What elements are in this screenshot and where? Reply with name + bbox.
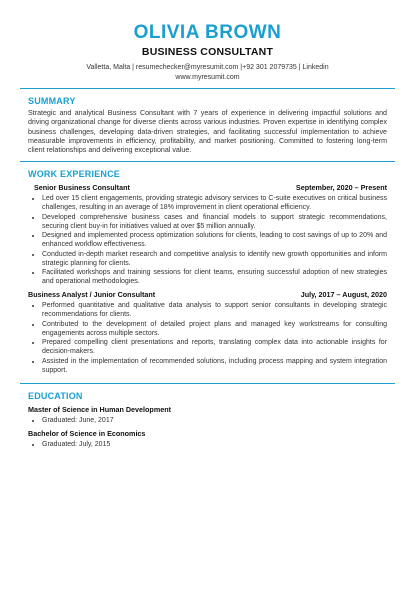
experience-heading: WORK EXPERIENCE [28, 169, 121, 180]
job-bullet: • Performed quantitative and qualitative data analysis to support senior consultants in developing strategic recommendations for clients. [42, 301, 387, 319]
job-bullets [28, 301, 387, 375]
job-dates: September, 2020 – Present [295, 183, 387, 193]
job-bullet: • Developed comprehensive business cases and financial models to support strategic recommendations, securing client buy-in for initiatives valued at over $5 million annually. [42, 213, 387, 231]
job-dates: July, 2017 – August, 2020 [300, 290, 387, 300]
job-bullet: • Facilitated workshops and training sessions for client teams, ensuring successful adoption of new strategies and operational methodologies. [42, 268, 387, 286]
job-bullets [28, 194, 387, 286]
job-title: Business Analyst / Junior Consultant [28, 290, 156, 300]
section-divider [20, 161, 395, 162]
summary-text: Strategic and analytical Business Consultant with 7 years of experience in delivering impactful solutions and driving organizational change for diverse clients across various industries. Proven expertise in identifying complex business challenges, developing data-driven strategies, and facilitating successful implementation to achieve measurable improvements in efficiency, profitability, and market positioning. Committed to fostering long-term client relationships and delivering exceptional value. [28, 109, 387, 154]
candidate-name: OLIVIA BROWN [133, 22, 282, 43]
job-bullet: • Prepared compelling client presentations and reports, translating complex data into actionable insights for decision-makers. [42, 338, 387, 356]
job-header [28, 290, 387, 299]
job-bullet: • Assisted in the implementation of recommended solutions, including process mapping and system integration support. [42, 357, 387, 375]
job-bullet: • Conducted in-depth market research and competitive analysis to identify new growth opportunities and inform strategic planning for clients. [42, 250, 387, 268]
section-divider [20, 383, 395, 384]
contact-info [28, 63, 387, 83]
section-divider [20, 88, 395, 89]
degree-details [28, 440, 387, 449]
degree-name: Master of Science in Human Development [28, 405, 171, 415]
degree-detail: • Graduated: June, 2017 [42, 416, 387, 425]
job-bullet: • Designed and implemented process optimization solutions for clients, leading to cost savings of up to 20% and enhanced workflow effectiveness. [42, 231, 387, 249]
job-bullet: • Contributed to the development of detailed project plans and managed key workstreams for consulting engagements across multiple sectors. [42, 320, 387, 338]
degree-name: Bachelor of Science in Economics [28, 429, 146, 439]
summary-heading: SUMMARY [28, 96, 76, 107]
candidate-title: BUSINESS CONSULTANT [141, 46, 274, 58]
education-heading: EDUCATION [28, 391, 83, 402]
website-line: www.myresumit.com [175, 74, 240, 81]
contact-line: Valletta, Malta | resumechecker@myresumit.com |+92 301 2079735 | Linkedin [86, 64, 329, 71]
degree-detail: • Graduated: July, 2015 [42, 440, 387, 449]
job-header [28, 183, 387, 192]
degree-details [28, 416, 387, 425]
job-title: Senior Business Consultant [34, 183, 130, 193]
job-bullet: • Led over 15 client engagements, providing strategic advisory services to C-suite executives on critical business challenges, resulting in an average of 18% improvement in client operational efficiency. [42, 194, 387, 212]
